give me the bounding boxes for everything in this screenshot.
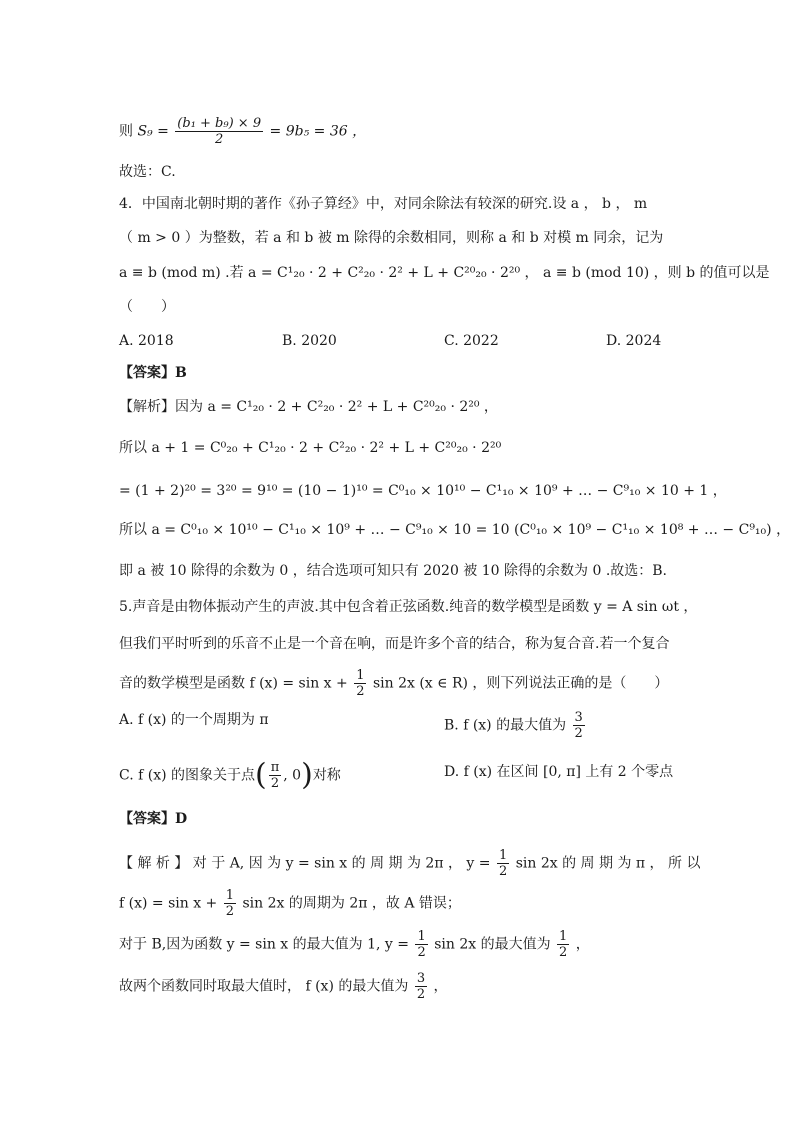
q5-option-d: D. f (x) 在区间 [0, π] 上有 2 个零点 [444,764,674,780]
s9-fraction [175,116,263,147]
q5-stem-line-1: 5.声音是由物体振动产生的声波.其中包含着正弦函数.纯音的数学模型是函数 y = A sin ωt ， [119,599,698,615]
choose-c-line: 故选：C. [119,164,176,180]
s9-lhs: S₉ = [137,123,169,140]
q5-solution-line-3-part-b: sin 2x 的最大值为 [434,936,551,953]
q5-stem-line-3-part-b: sin 2x (x ∈ R) ，则下列说法正确的是（ ） [372,675,669,692]
fraction-denominator: 2 [225,904,235,919]
q5-option-b [444,710,587,741]
q5-answer: 【答案】D [119,811,188,827]
q4-solution-line-4: 所以 a = C⁰₁₀ × 10¹⁰ − C¹₁₀ × 10⁹ + … − C⁹₁₀ × 10 = 10 (C⁰₁₀ × 10⁹ − C¹₁₀ × 10⁸ + … − C⁹₁₀) ， [119,522,791,538]
q4-stem-line-4: （ ） [119,299,175,315]
q5-stem-line-3 [119,668,668,699]
q4-solution-line-3: = (1 + 2)²⁰ = 3²⁰ = 9¹⁰ = (10 − 1)¹⁰ = C⁰₁₀ × 10¹⁰ − C¹₁₀ × 10⁹ + … − C⁹₁₀ × 10 + 1 ， [119,483,727,499]
q4-option-a: A. 2018 [119,333,174,349]
fraction-denominator: 2 [574,726,583,741]
fraction-numerator: 1 [225,888,235,903]
q5-option-a: A. f (x) 的一个周期为 π [119,712,269,728]
fraction-denominator: 2 [416,987,426,1002]
q5-solution-line-4-fraction [415,971,427,1002]
fraction-numerator: 3 [574,710,583,725]
q5-option-b-text: B. f (x) 的最大值为 [444,717,567,734]
q5-option-c-text: C. f (x) 的图象关于点 [119,767,256,784]
q5-solution-line-1-part-a: 【 解 析 】 对 于 A, 因 为 y = sin x 的 周 期 为 2π ， y = [119,855,491,872]
q5-solution-line-1 [119,848,700,879]
q4-option-d: D. 2024 [606,333,662,349]
fraction-denominator: 2 [356,684,365,699]
q5-option-c-paren-left: ( [255,757,267,793]
q5-solution-line-4-part-a: 故两个函数同时取最大值时， f (x) 的最大值为 [119,978,409,995]
q5-solution-line-3 [119,929,590,960]
q5-option-c-zero: , 0 [283,767,302,784]
q5-option-c [119,757,341,793]
q4-stem-line-3: a ≡ b (mod m) .若 a = C¹₂₀ · 2 + C²₂₀ · 2² + L + C²⁰₂₀ · 2²⁰ ， a ≡ b (mod 10) ，则 b 的值可以是 [119,265,770,281]
q5-solution-line-1-fraction [497,848,509,879]
fraction-numerator: 1 [498,848,508,863]
s9-equation [119,116,366,147]
fraction-numerator: 1 [417,929,426,944]
q5-option-b-fraction [573,710,585,741]
q5-solution-line-3-fraction-2 [557,929,569,960]
fraction-denominator: 2 [270,776,280,791]
q4-answer: 【答案】B [119,365,187,381]
fraction-denominator: 2 [559,945,568,960]
q5-option-c-suffix: 对称 [312,767,341,784]
q5-solution-line-3-part-c: ， [575,936,590,953]
q5-solution-line-2-part-a: f (x) = sin x + [119,895,218,912]
q5-stem-half-fraction [354,668,366,699]
q5-solution-line-2 [119,888,461,919]
q5-stem-line-2: 但我们平时听到的乐音不止是一个音在响，而是许多个音的结合，称为复合音.若一个复合 [119,636,670,652]
fraction-numerator: π [270,760,280,775]
q5-solution-line-4-part-b: ， [433,978,448,995]
q4-option-c: C. 2022 [444,333,499,349]
q5-solution-line-1-part-b: sin 2x 的 周 期 为 π ， 所 以 [515,855,701,872]
q4-option-b: B. 2020 [282,333,337,349]
q4-solution-line-1: 【解析】因为 a = C¹₂₀ · 2 + C²₂₀ · 2² + L + C²⁰₂₀ · 2²⁰ ， [119,399,498,415]
fraction-numerator: 1 [559,929,568,944]
fraction-denominator: 2 [417,945,426,960]
q5-solution-line-2-fraction [224,888,236,919]
q4-stem-line-1: 4．中国南北朝时期的著作《孙子算经》中，对同余除法有较深的研究.设 a ， b ， m [119,196,648,212]
q5-solution-line-2-part-b: sin 2x 的周期为 2π ，故 A 错误； [242,895,461,912]
s9-fraction-denominator: 2 [215,132,224,147]
fraction-numerator: 3 [416,971,426,986]
q4-stem-line-2: （ m > 0 ）为整数，若 a 和 b 被 m 除得的余数相同，则称 a 和 b 对模 m 同余，记为 [119,230,664,246]
q5-option-c-paren-right: ) [301,757,313,793]
s9-prefix: 则 [119,123,133,140]
q4-solution-line-5: 即 a 被 10 除得的余数为 0 ，结合选项可知只有 2020 被 10 除得的余数为 0 .故选：B. [119,563,668,579]
q5-stem-line-3-part-a: 音的数学模型是函数 f (x) = sin x + [119,675,348,692]
fraction-numerator: 1 [356,668,365,683]
q5-solution-line-4 [119,971,448,1002]
q5-option-c-fraction [269,760,282,791]
q5-solution-line-3-part-a: 对于 B,因为函数 y = sin x 的最大值为 1, y = [119,936,410,953]
s9-fraction-numerator: (b₁ + b₉) × 9 [177,116,262,131]
fraction-denominator: 2 [498,864,508,879]
q4-solution-line-2: 所以 a + 1 = C⁰₂₀ + C¹₂₀ · 2 + C²₂₀ · 2² + L + C²⁰₂₀ · 2²⁰ [119,440,502,456]
s9-rhs: = 9b₅ = 36 ， [269,123,367,140]
q5-solution-line-3-fraction-1 [415,929,427,960]
